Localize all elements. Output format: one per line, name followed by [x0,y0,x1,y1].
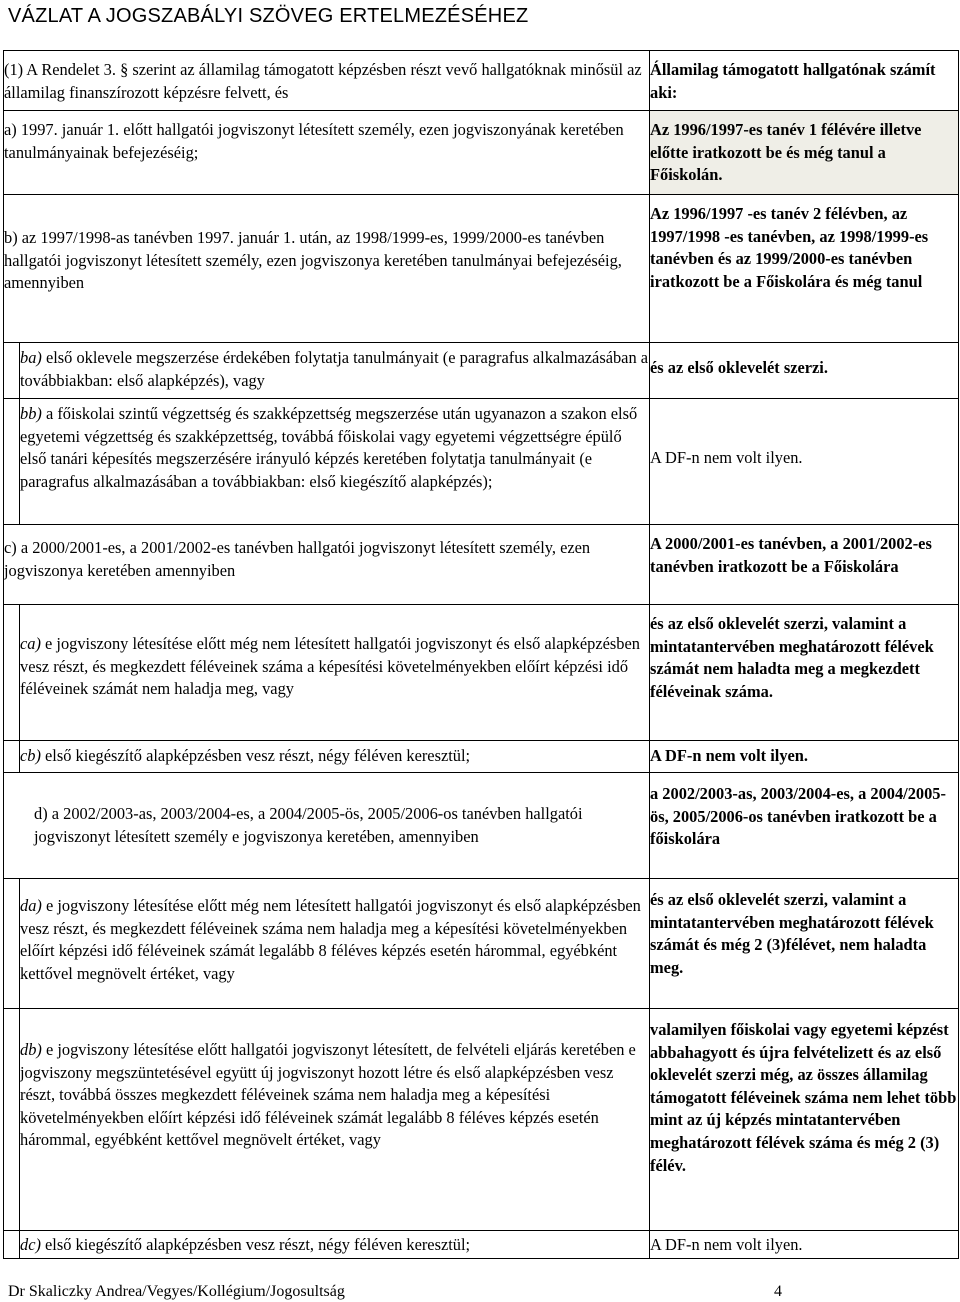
da-right: és az első oklevelét szerzi, valamint a mintatantervében meghatározott félévek számát és még 2 (3)félévet, nem haladta meg. [650,879,959,1009]
row-ca [4,605,959,741]
cb-prefix: cb) [20,746,41,765]
bb-prefix: bb) [20,404,42,423]
intro-right: Államilag támogatott hallgatónak számít aki: [650,51,959,111]
interpretation-table [3,50,959,1259]
bb-left [20,399,650,525]
b-right: Az 1996/1997 -es tanév 2 félévben, az 1997/1998 -es tanévben, az 1998/1999-es tanévben és az 1999/2000-es tanévben iratkozott be a Főiskolára és még tanul [650,195,959,343]
ba-text: első oklevele megszerzése érdekében folytatja tanulmányait (e paragrafus alkalmazásában a továbbiakban: első alapképzés), vagy [20,348,649,390]
c-right: A 2000/2001-es tanévben, a 2001/2002-es tanévben iratkozott be a Főiskolára [650,525,959,605]
row-ba [4,343,959,399]
row-cb [4,741,959,773]
db-right: valamilyen főiskolai vagy egyetemi képzést abbahagyott és újra felvételizett és az első oklevelét szerzi még, az összes államilag támogatott féléveinek száma nem lehet több mint az új képzés mintatantervében meghatározott félévek száma és még 2 (3) félév. [650,1009,959,1231]
ba-left [20,343,650,399]
footer-path: Dr Skaliczky Andrea/Vegyes/Kollégium/Jogosultság [8,1283,345,1300]
db-left [20,1009,650,1231]
da-text: e jogviszony létesítése előtt még nem létesített hallgatói jogviszonyt és első alapképzésben vesz részt, és megkezdett féléveinek száma nem haladja meg a képesítési követelményekben előírt képzési idő féléveinek számát legalább 8 féléves képzés esetén hárommal, egyébként kettővel megnövelt értéket, vagy [20,896,641,983]
b-left: b) az 1997/1998-as tanévben 1997. január 1. után, az 1998/1999-es, 1999/2000-es tanévben hallgatói jogviszonyt létesített személy, ezen jogviszonya keretében tanulmányai befejezéséig, amennyiben [4,195,650,343]
a-left: a) 1997. január 1. előtt hallgatói jogviszonyt létesített személy, ezen jogviszonyának keretében tanulmányainak befejezéséig; [4,111,650,195]
dc-left [20,1231,650,1259]
da-left [20,879,650,1009]
a-right: Az 1996/1997-es tanév 1 félévére illetve előtte iratkozott be és még tanul a Főiskolán. [650,111,959,195]
cb-right: A DF-n nem volt ilyen. [650,741,959,773]
ca-left [20,605,650,741]
indent-cell [4,879,20,1009]
row-db [4,1009,959,1231]
page-number: 4 [774,1283,782,1300]
db-prefix: db) [20,1040,42,1059]
da-prefix: da) [20,896,42,915]
ba-prefix: ba) [20,348,42,367]
dc-right: A DF-n nem volt ilyen. [650,1231,959,1259]
page-footer [8,1282,808,1302]
ca-right: és az első oklevelét szerzi, valamint a mintatantervében meghatározott félévek számát nem haladta meg a megkezdett féléveinak száma. [650,605,959,741]
db-text: e jogviszony létesítése előtt hallgatói jogviszonyt létesített, de felvételi eljárás keretében e jogviszony megszüntetésével együtt új jogviszonyt hozott létre és első alapképzésben vesz részt, továbbá összes megkezdett féléveinek száma nem haladja meg a képesítési követelményekben előírt képzési idő féléveinek számát legalább 8 féléves képzés esetén hárommal, egyébként kettővel megnövelt értéket, vagy [20,1040,636,1150]
d-right: a 2002/2003-as, 2003/2004-es, a 2004/2005-ös, 2005/2006-os tanévben iratkozott be a főiskolára [650,773,959,879]
d-left: d) a 2002/2003-as, 2003/2004-es, a 2004/2005-ös, 2005/2006-os tanévben hallgatói jogviszonyt létesített személy e jogviszonya keretében, amennyiben [4,773,650,879]
row-intro [4,51,959,111]
row-a [4,111,959,195]
c-left: c) a 2000/2001-es, a 2001/2002-es tanévben hallgatói jogviszonyt létesített személy, ezen jogviszonya keretében amennyiben [4,525,650,605]
bb-right: A DF-n nem volt ilyen. [650,399,959,525]
cb-text: első kiegészítő alapképzésben vesz részt, négy féléven keresztül; [40,746,471,765]
row-bb [4,399,959,525]
indent-cell [4,399,20,525]
indent-cell [4,343,20,399]
row-da [4,879,959,1009]
intro-left: (1) A Rendelet 3. § szerint az államilag támogatott képzésben részt vevő hallgatóknak minősül az államilag finanszírozott képzésre felvett, és [4,51,650,111]
indent-cell [4,1009,20,1231]
indent-cell [4,605,20,741]
ba-right: és az első oklevelét szerzi. [650,343,959,399]
row-d [4,773,959,879]
row-c [4,525,959,605]
cb-left [20,741,650,773]
row-b [4,195,959,343]
indent-cell [4,1231,20,1259]
dc-prefix: dc) [20,1235,41,1254]
document-title: VÁZLAT A JOGSZABÁLYI SZÖVEG ERTELMEZÉSÉHEZ [8,5,529,27]
indent-cell [4,741,20,773]
dc-text: első kiegészítő alapképzésben vesz részt, négy féléven keresztül; [40,1235,471,1254]
row-dc [4,1231,959,1259]
ca-text: e jogviszony létesítése előtt még nem létesített hallgatói jogviszonyt és első alapképzésben vesz részt, és megkezdett féléveinek száma a képesítési követelményekben előírt képzési idő féléveinek számát nem haladja meg, vagy [20,634,640,699]
ca-prefix: ca) [20,634,41,653]
bb-text: a főiskolai szintű végzettség és szakképzettség megszerzése után ugyanazon a szakon első egyetemi végzettség és szakképzettség, továbbá főiskolai vagy egyetemi végzettségre épülő első tanári képesítés megszerzésére irányuló képzés keretében folytatja tanulmányait (e paragrafus alkalmazásában a továbbiakban: első kiegészítő alapképzés); [20,404,638,491]
